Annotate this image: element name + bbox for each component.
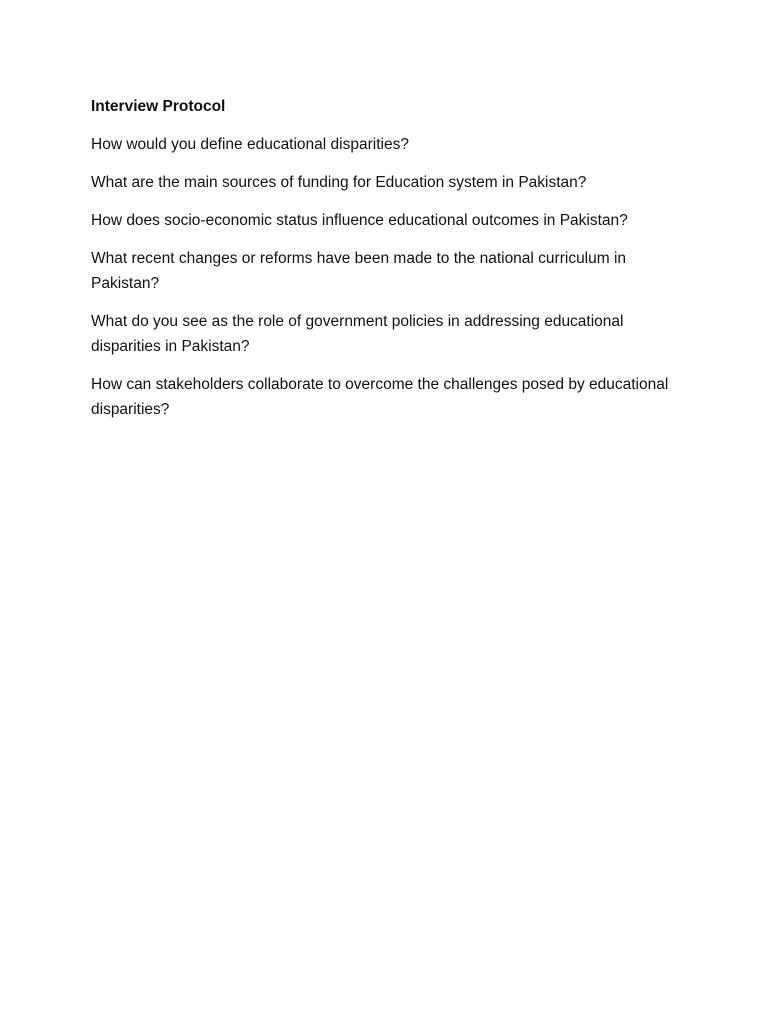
question-3: How does socio-economic status influence educational outcomes in Pakistan? <box>91 212 628 229</box>
question-1: How would you define educational disparities? <box>91 136 409 153</box>
question-4: What recent changes or reforms have been made to the national curriculum in Pakistan? <box>91 250 627 292</box>
question-5: What do you see as the role of government policies in addressing educational disparities in Pakistan? <box>91 313 624 355</box>
question-2: What are the main sources of funding for Education system in Pakistan? <box>91 174 587 191</box>
document-title: Interview Protocol <box>91 98 226 115</box>
question-6: How can stakeholders collaborate to overcome the challenges posed by educational disparities? <box>91 376 669 418</box>
document-body <box>91 94 671 435</box>
